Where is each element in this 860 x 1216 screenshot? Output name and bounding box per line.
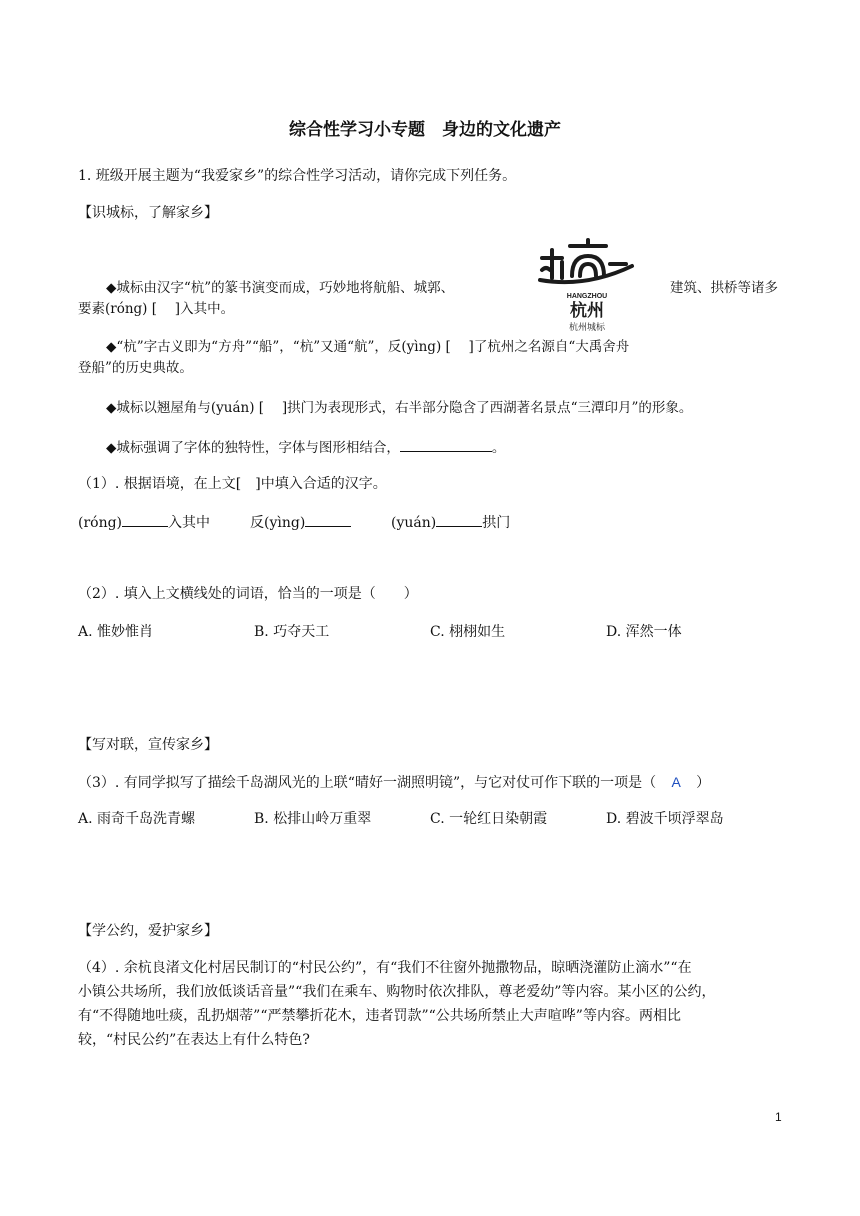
q2-option-a[interactable]: A. 惟妙惟肖 bbox=[78, 624, 154, 640]
sub-question-4-line-2: 小镇公共场所，我们放低谈话音量”“我们在乘车、购物时依次排队，尊老爱幼”等内容。某小区的公约， bbox=[78, 984, 716, 1000]
sub-question-4-line-1: （4）. 余杭良渚文化村居民制订的“村民公约”，有“我们不往窗外抛撒物品，晾晒浇灌防止滴水”“在 bbox=[78, 960, 692, 976]
logo-caption: 杭州城标 bbox=[568, 323, 606, 332]
bullet-1-text-line2: 要素(róng) [ ]入其中。 bbox=[78, 301, 235, 317]
fill-item-3 bbox=[391, 512, 510, 533]
sub-question-3 bbox=[78, 772, 710, 793]
section-heading-couplet: 【写对联，宣传家乡】 bbox=[78, 737, 218, 753]
logo-chinese-text: 杭州 bbox=[570, 301, 604, 321]
fill-blank-1[interactable] bbox=[122, 512, 168, 527]
bullet-4-text bbox=[106, 437, 505, 458]
sub-question-4-line-4: 较，“村民公约”在表达上有什么特色? bbox=[78, 1032, 310, 1048]
sub-question-3-end: ） bbox=[696, 775, 711, 791]
question-1-intro: 1. 班级开展主题为“我爱家乡”的综合性学习活动，请你完成下列任务。 bbox=[78, 168, 517, 184]
fill-item-3-pinyin: (yuán) bbox=[391, 515, 437, 531]
sub-question-4-line-3: 有“不得随地吐痰，乱扔烟蒂”“严禁攀折花木，违者罚款”“公共场所禁止大声喧哗”等内容。两相比 bbox=[78, 1008, 681, 1024]
q3-option-c[interactable]: C. 一轮红日染朝霞 bbox=[430, 811, 548, 827]
bullet-4-label: ◆城标强调了字体的独特性，字体与图形相结合， bbox=[106, 440, 400, 456]
page-number: 1 bbox=[775, 1110, 782, 1124]
fill-item-1-suffix: 入其中 bbox=[168, 515, 211, 531]
q3-option-a[interactable]: A. 雨奇千岛洗青螺 bbox=[78, 811, 196, 827]
blank-line-4[interactable] bbox=[400, 437, 492, 452]
q2-option-b[interactable]: B. 巧夺天工 bbox=[254, 624, 330, 640]
q2-option-d[interactable]: D. 浑然一体 bbox=[606, 624, 682, 640]
bullet-1-text-continued: 建筑、拱桥等诸多 bbox=[670, 280, 778, 296]
bullet-3-text: ◆城标以翘屋角与(yuán) [ ]拱门为表现形式，右半部分隐含了西湖著名景点“三潭印月”的形象。 bbox=[106, 400, 693, 416]
bullet-2-text: ◆“杭”字古义即为“方舟”“船”，“杭”又通“航”，反(yìng) [ ]了杭州之名源自“大禹舍舟 bbox=[106, 339, 630, 355]
fill-item-1 bbox=[78, 512, 210, 533]
q3-option-d[interactable]: D. 碧波千顷浮翠岛 bbox=[606, 811, 724, 827]
fill-blank-3[interactable] bbox=[436, 512, 482, 527]
logo-english-text: HANGZHOU bbox=[566, 293, 608, 300]
bullet-4-end: 。 bbox=[491, 440, 506, 456]
answer-mark: A bbox=[671, 774, 681, 790]
bullet-2-text-line2: 登船”的历史典故。 bbox=[78, 360, 193, 376]
fill-blank-2[interactable] bbox=[305, 512, 351, 527]
sub-question-2: （2）. 填入上文横线处的词语，恰当的一项是（ ） bbox=[78, 586, 418, 602]
q2-option-c[interactable]: C. 栩栩如生 bbox=[430, 624, 506, 640]
sub-question-3-text: （3）. 有同学拟写了描绘千岛湖风光的上联“晴好一湖照明镜”，与它对仗可作下联的一项是（ bbox=[78, 775, 657, 791]
page-title: 综合性学习小专题 身边的文化遗产 bbox=[289, 120, 561, 140]
q3-option-b[interactable]: B. 松排山岭万重翠 bbox=[254, 811, 372, 827]
hangzhou-city-logo bbox=[536, 236, 638, 332]
fill-item-2 bbox=[250, 512, 351, 533]
section-heading-convention: 【学公约，爱护家乡】 bbox=[78, 923, 218, 939]
fill-item-1-pinyin: (róng) bbox=[78, 515, 123, 531]
section-heading-city-logo: 【识城标，了解家乡】 bbox=[78, 205, 218, 221]
fill-item-3-suffix: 拱门 bbox=[482, 515, 511, 531]
fill-item-2-pinyin: 反(yìng) bbox=[250, 515, 306, 531]
sub-question-1: （1）. 根据语境，在上文[ ]中填入合适的汉字。 bbox=[78, 476, 387, 492]
bullet-1-text: ◆城标由汉字“杭”的篆书演变而成，巧妙地将航船、城郭、 bbox=[106, 280, 455, 296]
